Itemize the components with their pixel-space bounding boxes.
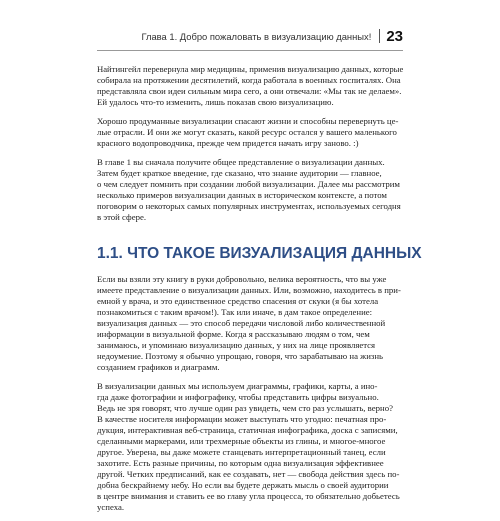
paragraph (97, 116, 403, 149)
text-line: В качестве носителя информации может выступать что угодно: печатная про- (97, 414, 387, 424)
text-line: Ей удалось что-то изменить, лишь показав свою визуализацию. (97, 97, 334, 107)
text-line: В главе 1 вы сначала получите общее представление о визуализации данных. (97, 157, 385, 167)
text-line: созданием графиков и диаграмм. (97, 362, 220, 372)
text-line: в этой сфере. (97, 212, 147, 222)
text-line: В визуализации данных мы используем диаграммы, графики, карты, а ино- (97, 381, 378, 391)
text-line: представляла свои идеи сильным мира сего, а они отвечали: «Мы так не делаем». (97, 86, 402, 96)
text-line: другой. Четких предписаний, как ее создавать, нет — свобода действия здесь по- (97, 469, 400, 479)
text-line: другое. Уверена, вы даже можете станцевать интерпретационный танец, если (97, 447, 386, 457)
text-line: гда даже фотографии и инфографику, чтобы представить цифры визуально. (97, 392, 379, 402)
text-line: недоумение. Поэтому я обычно упрощаю, говоря, что зарабатываю на жизнь (97, 351, 384, 361)
text-line: Хорошо продуманные визуализации спасают жизни и способны перевернуть це- (97, 116, 399, 126)
text-line: захотите. Есть разные причины, по которым одна визуализация эффективнее (97, 458, 384, 468)
text-line: успеха. (97, 502, 125, 512)
text-line: дукция, интерактивная веб-страница, статичная инфографика, доска с записями, (97, 425, 398, 435)
text-line: добна бескрайнему небу. Но если вы будете держать мысль о своей аудитории (97, 480, 389, 490)
text-line: Найтингейл перевернула мир медицины, применив визуализацию данных, которые (97, 64, 403, 74)
text-line: несколько примеров визуализации данных в историческом контексте, а потом (97, 190, 387, 200)
text-line: Если вы взяли эту книгу в руки добровольно, велика вероятность, что вы уже (97, 274, 387, 284)
section-text (97, 274, 403, 513)
text-line: лые отрасли. И они же могут сказать, какой ресурс остался у вашего маленького (97, 127, 397, 137)
paragraph (97, 274, 403, 373)
text-line: емной у врача, и это единственное средство спасения от скуки (я бы хотела (97, 296, 379, 306)
text-line: Затем будет краткое введение, где сказано, что знание аудитории — главное, (97, 168, 382, 178)
running-header (97, 22, 403, 51)
header-separator (379, 29, 380, 43)
text-line: собирала на протяжении десятилетий, когда работала в военных госпиталях. Она (97, 75, 401, 85)
text-line: Ведь не зря говорят, что лучше один раз увидеть, чем сто раз услышать, верно? (97, 403, 393, 413)
chapter-title: Глава 1. Добро пожаловать в визуализацию данных! (141, 30, 372, 42)
text-line: о чем следует помнить при создании любой визуализации. Далее мы рассмотрим (97, 179, 400, 189)
text-line: занимаюсь, и упоминаю визуализацию данных, у них на лице проявляется (97, 340, 376, 350)
text-line: визуализация данных — это способ передачи числовой либо количественной (97, 318, 386, 328)
text-line: познакомиться с таким врачом!). Так или иначе, в дам такое определение: (97, 307, 373, 317)
text-line: красного водопроводчика, прежде чем придется начать игру заново. :) (97, 138, 359, 148)
text-line: поговорим о некоторых самых популярных инструментах, используемых сегодня (97, 201, 401, 211)
text-line: информации в визуальной форме. Когда я рассказываю людям о том, чем (97, 329, 370, 339)
text-line: в центре внимания и ставить ее во главу угла процесса, то обязательно добьетесь (97, 491, 400, 501)
text-line: сделанными маркерами, или трехмерные объекты из глины, и многое-многое (97, 436, 386, 446)
paragraph (97, 381, 403, 513)
page-number: 23 (386, 27, 403, 45)
section-heading: 1.1. ЧТО ТАКОЕ ВИЗУАЛИЗАЦИЯ ДАННЫХ (97, 245, 422, 262)
paragraph (97, 64, 403, 108)
intro-text (97, 64, 403, 223)
paragraph (97, 157, 403, 223)
text-line: имеете представление о визуализации данных. Или, возможно, находитесь в при- (97, 285, 401, 295)
page-body (97, 64, 422, 521)
